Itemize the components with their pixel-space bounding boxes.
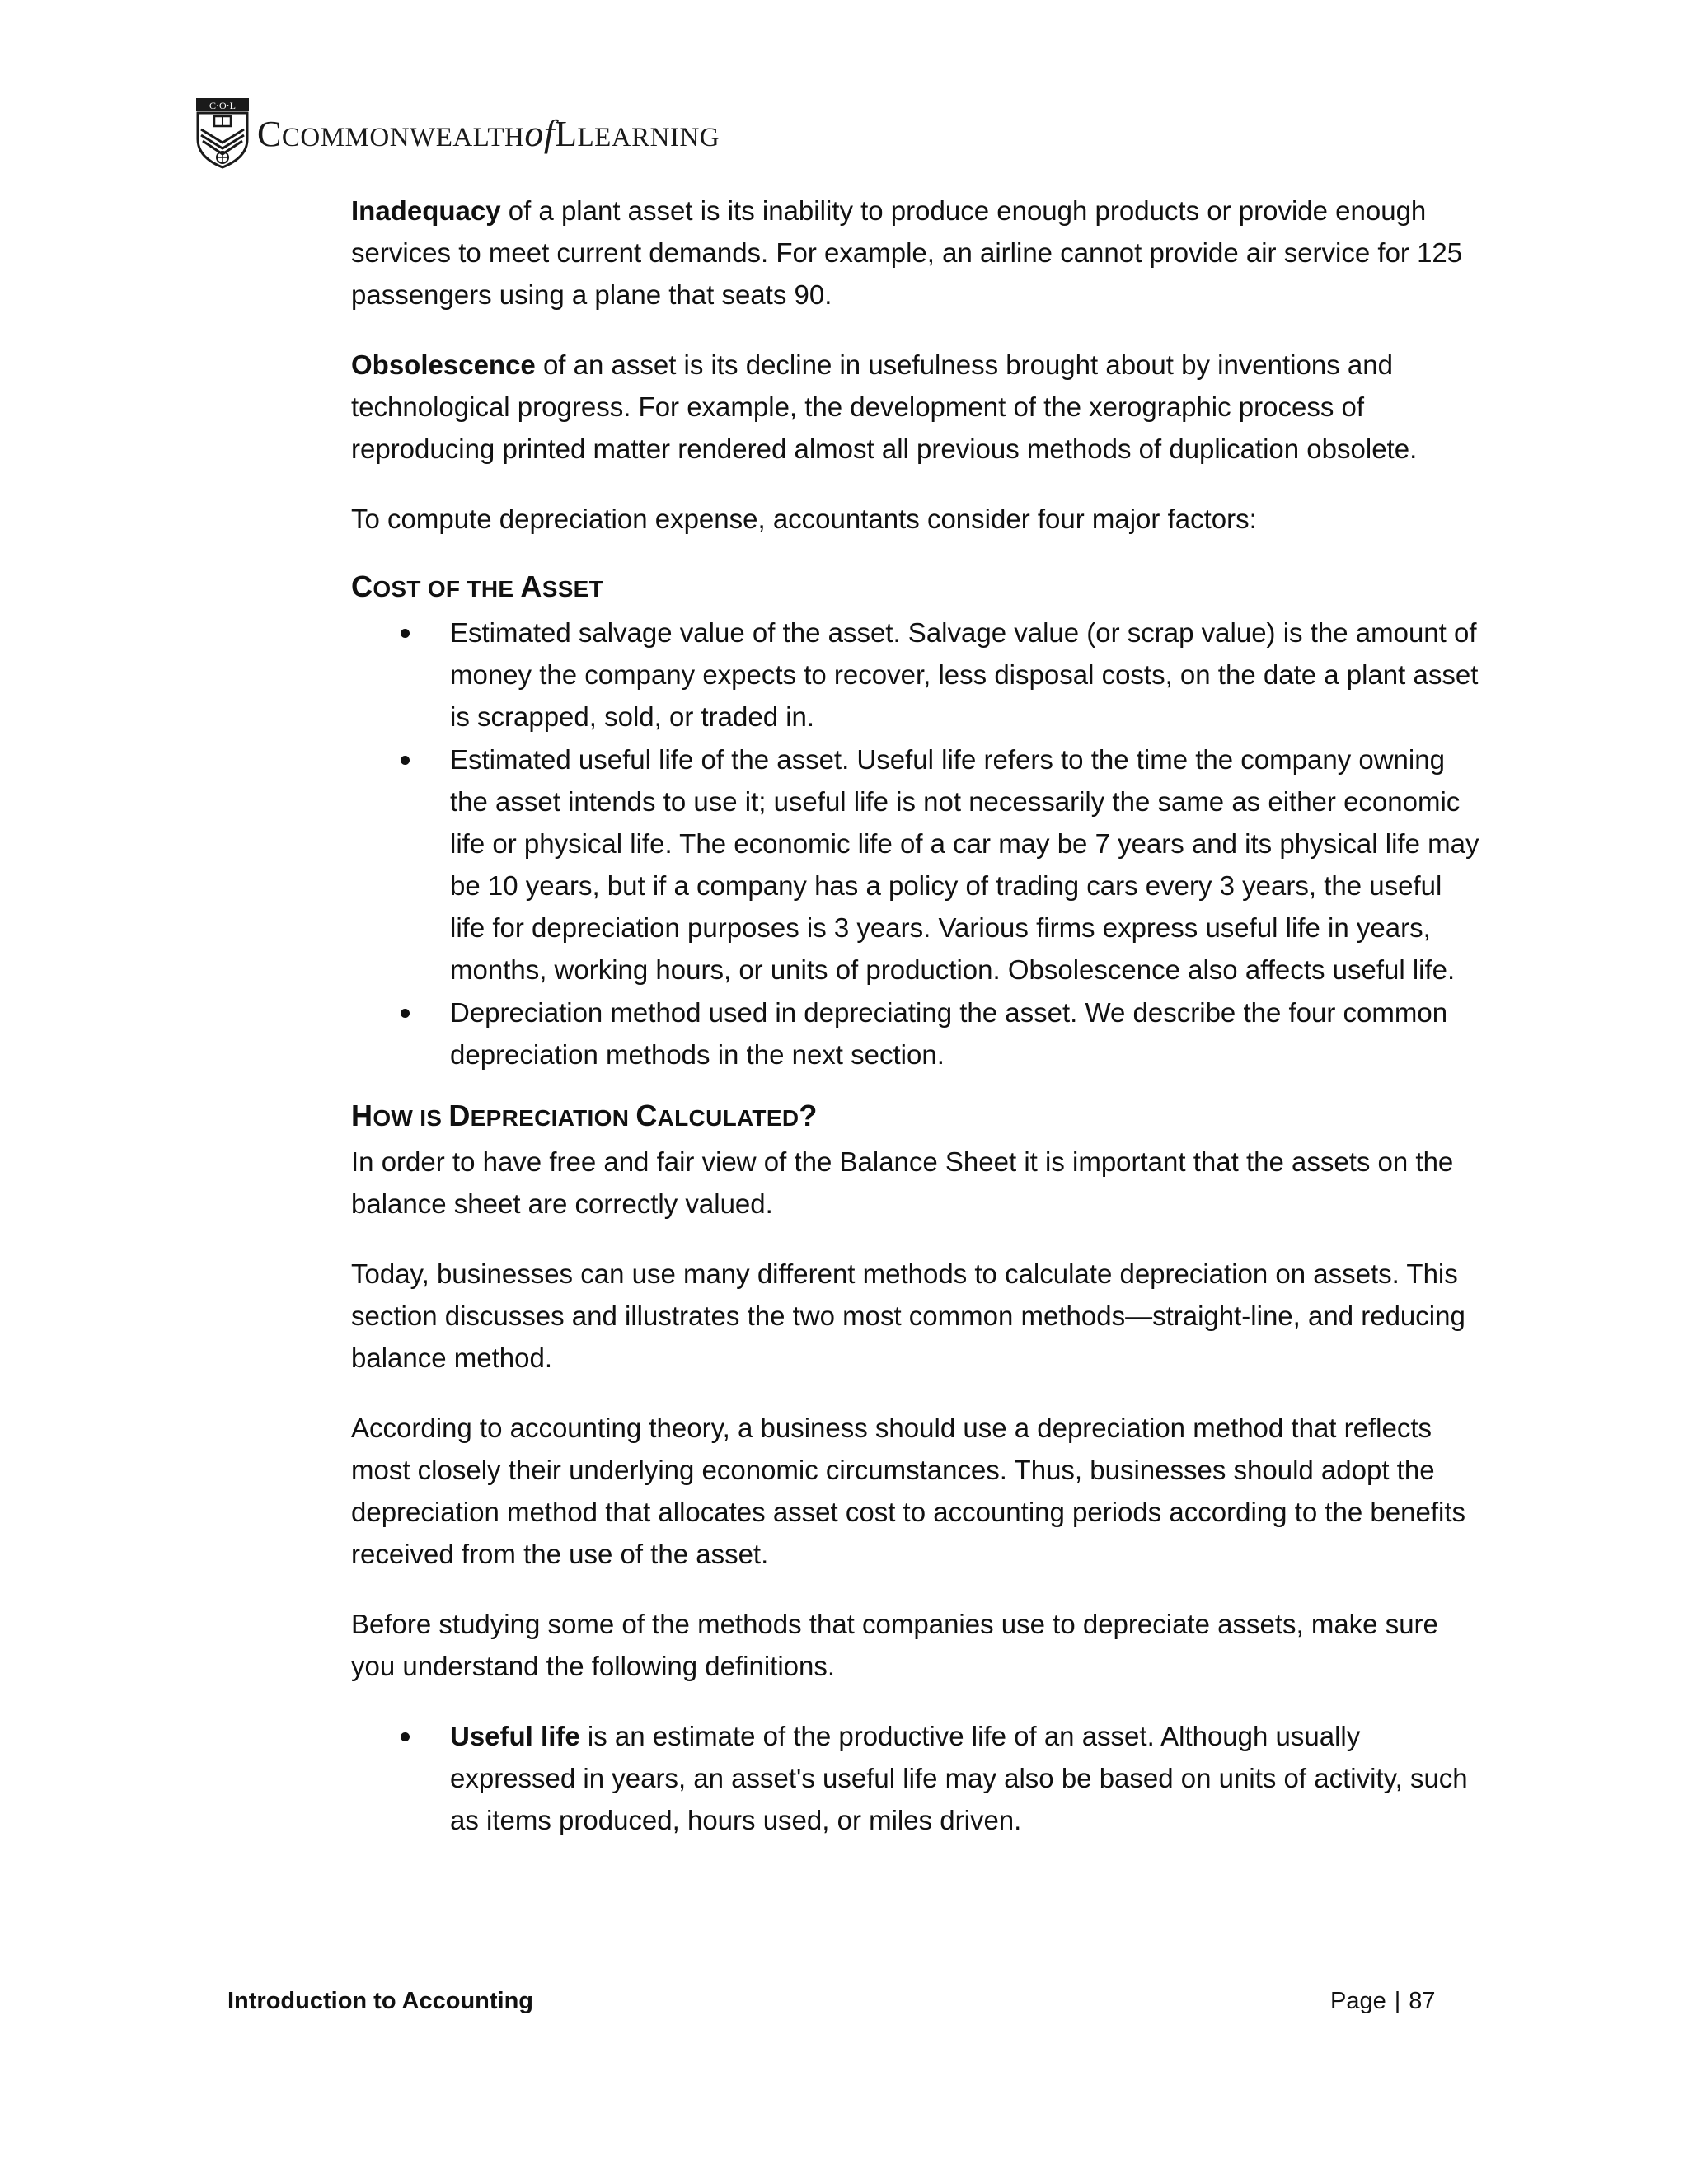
col-crest-icon	[195, 96, 251, 169]
footer-course-title: Introduction to Accounting	[227, 1988, 534, 2014]
bullet-icon	[401, 629, 410, 638]
definition-text: is an estimate of the productive life of an asset. Although usually expressed in years, an asset's useful life may also be based on units of activity, such as items produced, hours used, or miles driven.	[450, 1721, 1468, 1835]
heading-cost-of-the-asset: COST OF THE ASSET	[351, 569, 604, 603]
cost-factor-list	[351, 612, 1480, 1076]
heading-how-is-depreciation-calculated: HOW IS DEPRECIATION CALCULATED?	[351, 1099, 818, 1132]
list-item-text: Estimated salvage value of the asset. Salvage value (or scrap value) is the amount of money the company expects to recover, less disposal costs, on the date a plant asset is scrapped, sold, or traded in.	[450, 617, 1479, 732]
definition-list	[351, 1715, 1480, 1841]
footer-page-number	[1330, 1988, 1436, 2015]
paragraph-inadequacy	[351, 190, 1480, 316]
col-logo	[195, 96, 720, 170]
paragraph-text: of an asset is its decline in usefulness brought about by inventions and technological progress. For example, the development of the xerographic process of reproducing printed matter rendered almost all previous methods of duplication obsolete.	[351, 349, 1418, 464]
paragraph-balance-sheet: In order to have free and fair view of the Balance Sheet it is important that the assets on the balance sheet are correctly valued.	[351, 1146, 1454, 1219]
crest-letters: C·O·L	[209, 100, 236, 111]
term-obsolescence: Obsolescence	[351, 349, 536, 380]
org-name-of: of	[524, 111, 556, 154]
main-content	[351, 190, 1480, 1842]
list-item	[351, 1715, 1480, 1841]
page-number: 87	[1409, 1988, 1436, 2014]
paragraph-accounting-theory: According to accounting theory, a business should use a depreciation method that reflects most closely their underlying economic circumstances. Thus, businesses should adopt the depreciation method that allocates asset cost to accounting periods according to the benefits received from the use of the asset.	[351, 1413, 1466, 1569]
list-item	[351, 991, 1480, 1076]
bullet-icon	[401, 1009, 410, 1018]
term-inadequacy: Inadequacy	[351, 195, 501, 226]
bullet-icon	[401, 1732, 410, 1741]
term-useful-life: Useful life	[450, 1721, 580, 1751]
paragraph-text: of a plant asset is its inability to produce enough products or provide enough services to meet current demands. For example, an airline cannot provide air service for 125 passengers using a plane that seats 90.	[351, 195, 1463, 310]
page-separator: |	[1394, 1988, 1401, 2014]
paragraph-methods: Today, businesses can use many different methods to calculate depreciation on assets. This section discusses and illustrates the two most common methods—straight-line, and reducing balance method.	[351, 1258, 1465, 1373]
org-name-part2: LEARNING	[577, 122, 720, 152]
paragraph-factors: To compute depreciation expense, accountants consider four major factors:	[351, 504, 1257, 534]
org-name: CCOMMONWEALTHofLLEARNING	[257, 111, 720, 154]
list-item	[351, 612, 1480, 738]
page-label: Page	[1330, 1988, 1386, 2014]
list-item	[351, 738, 1480, 991]
paragraph-before-studying: Before studying some of the methods that companies use to depreciate assets, make sure you understand the following definitions.	[351, 1609, 1438, 1681]
org-name-part1: COMMONWEALTH	[281, 122, 525, 152]
list-item-text: Estimated useful life of the asset. Useful life refers to the time the company owning the asset intends to use it; useful life is not necessarily the same as either economic life or physical life. The economic life of a car may be 7 years and its physical life may be 10 years, but if a company has a policy of trading cars every 3 years, the useful life for depreciation purposes is 3 years. Various firms express useful life in years, months, working hours, or units of production. Obsolescence also affects useful life.	[450, 744, 1479, 985]
paragraph-obsolescence	[351, 344, 1480, 470]
list-item-text: Depreciation method used in depreciating the asset. We describe the four common depreciation methods in the next section.	[450, 997, 1448, 1070]
bullet-icon	[401, 756, 410, 765]
